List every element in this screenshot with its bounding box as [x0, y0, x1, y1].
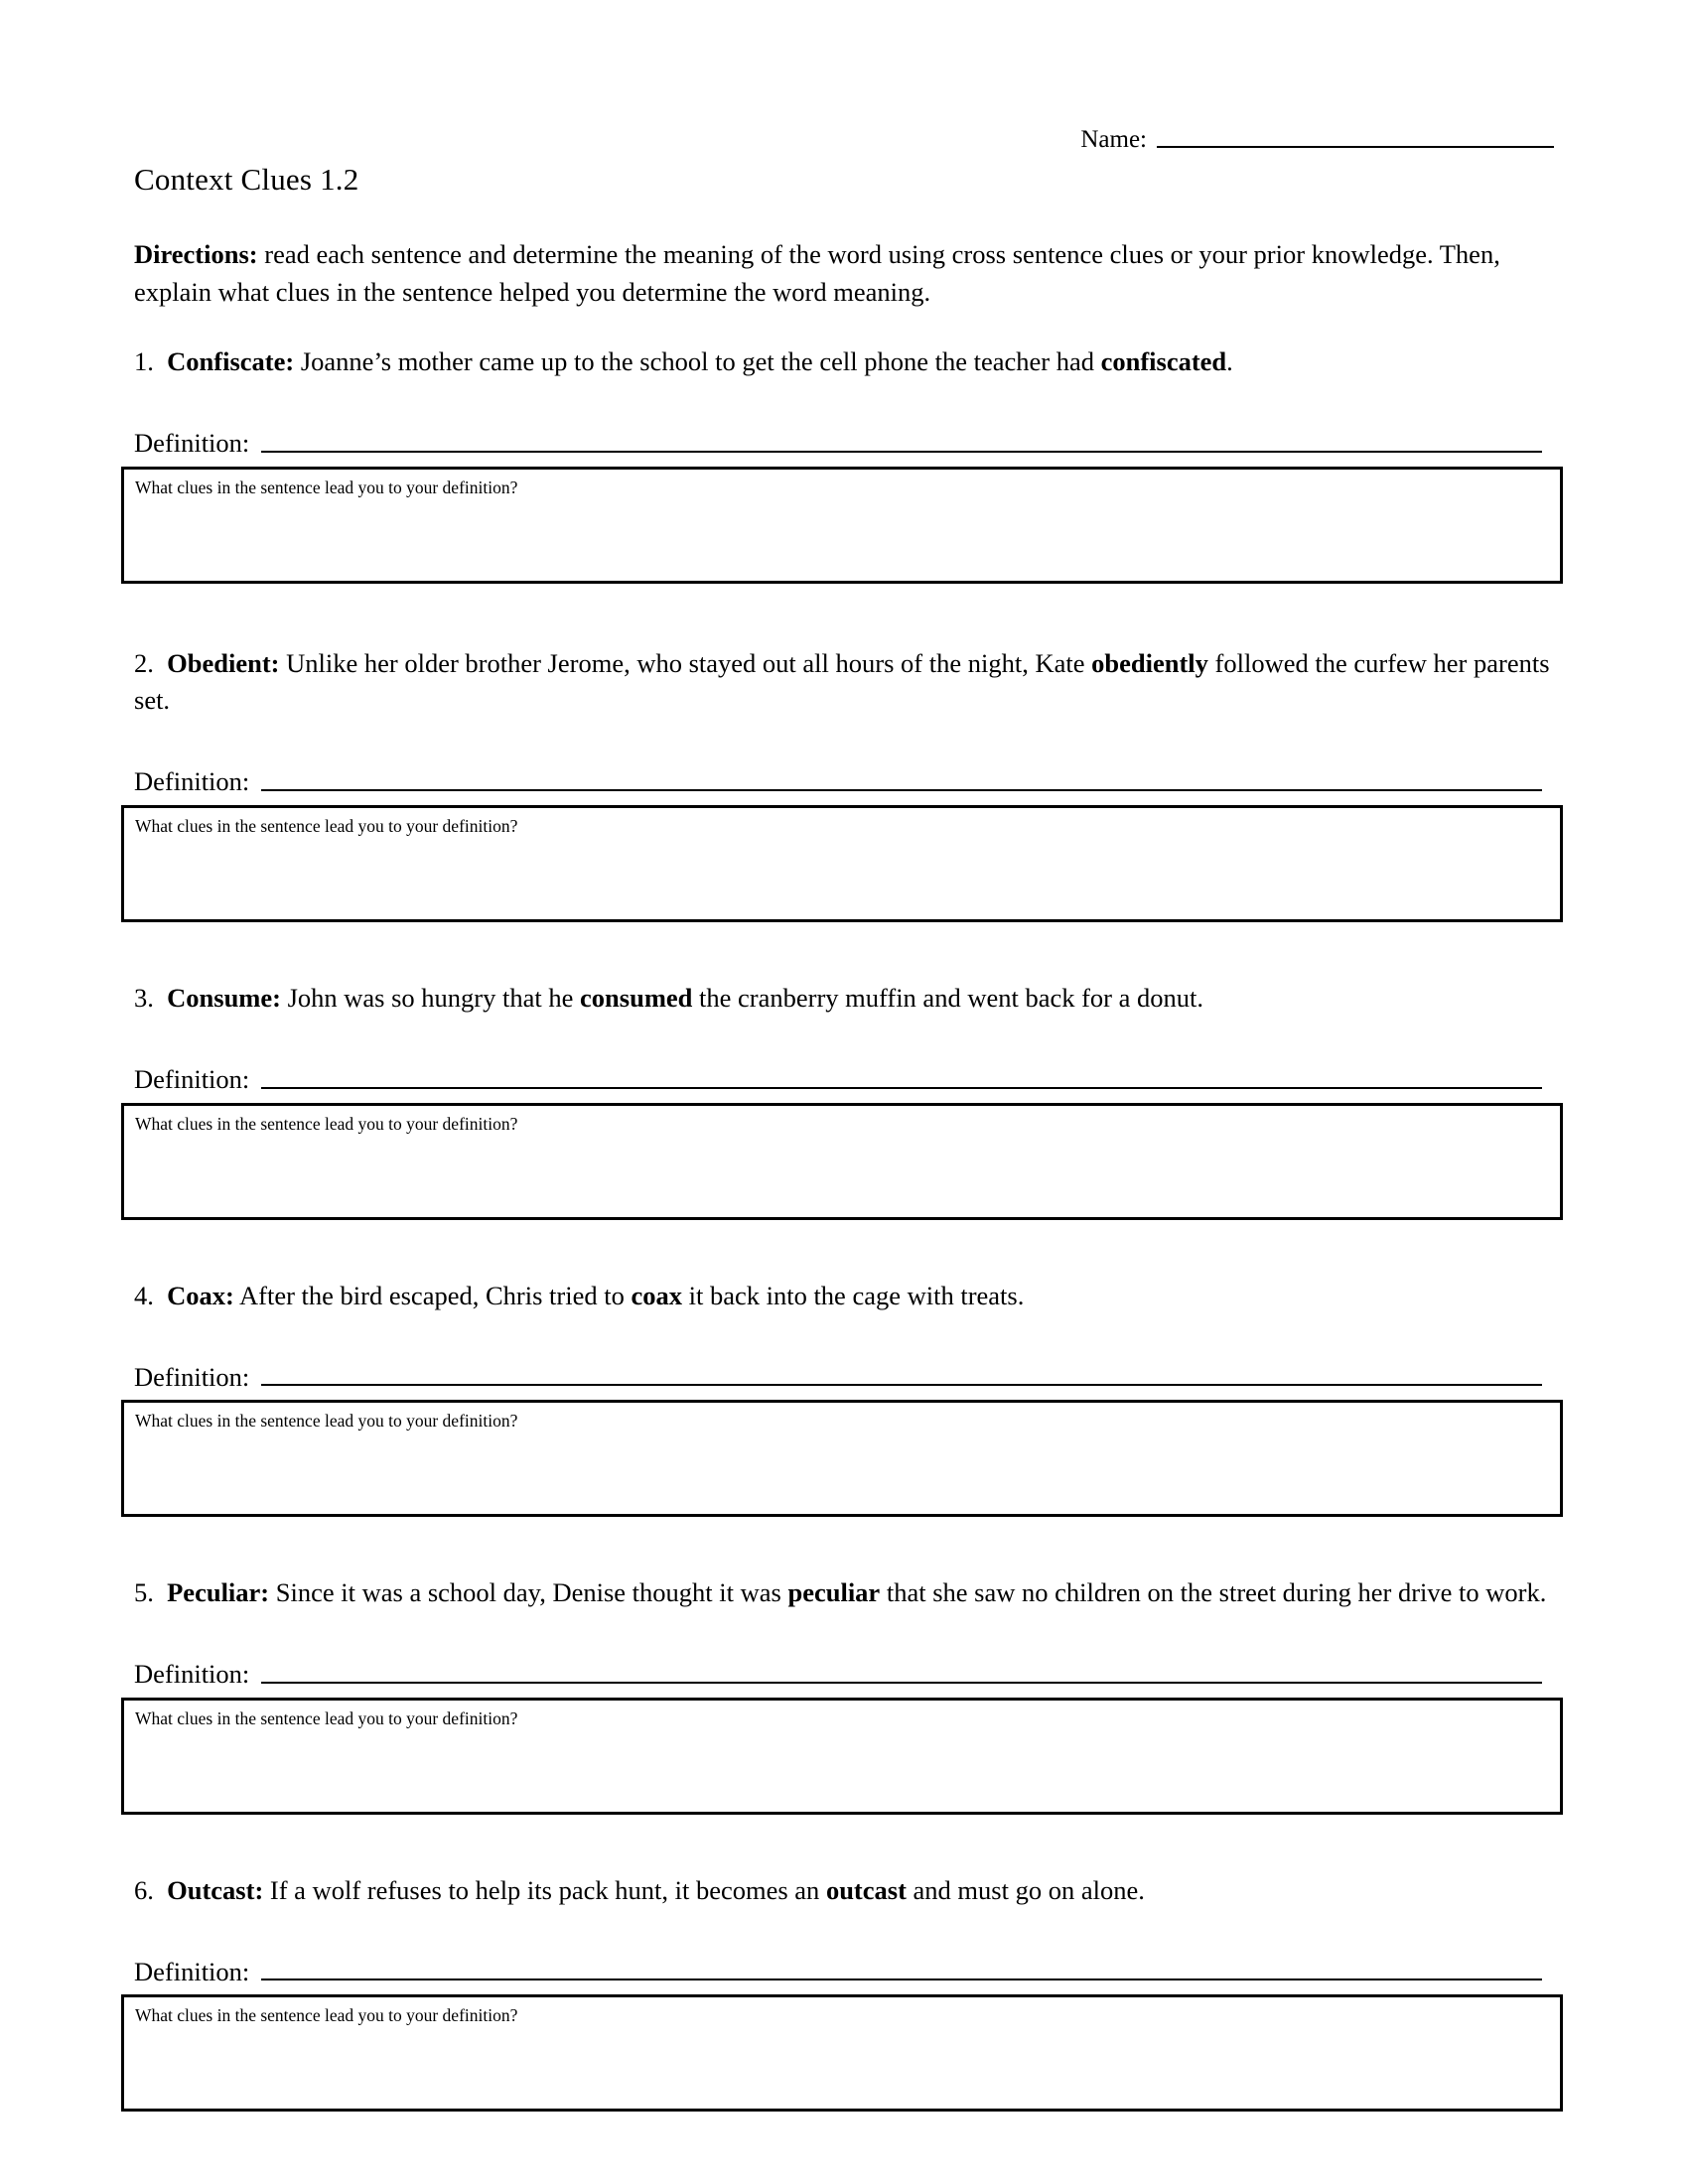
sentence-after: that she saw no children on the street during her drive to work. — [880, 1577, 1547, 1608]
question-sentence — [0, 1574, 1688, 1612]
clue-answer-box[interactable] — [121, 1994, 1563, 2112]
question-number: 3. — [134, 982, 154, 1013]
sentence-after: and must go on alone. — [906, 1874, 1145, 1905]
target-word: coax — [631, 1280, 682, 1310]
sentence-after: followed the curfew her parents set. — [134, 647, 1550, 716]
question-item-2 — [0, 645, 1688, 922]
page-title: Context Clues 1.2 — [134, 162, 359, 197]
clue-prompt-label: What clues in the sentence lead you to your definition? — [135, 1411, 518, 1432]
question-number: 5. — [134, 1577, 154, 1608]
vocabulary-word: Outcast: — [167, 1874, 264, 1905]
name-field-group — [1080, 127, 1554, 152]
definition-label: Definition: — [134, 1064, 250, 1094]
sentence-before: John was so hungry that he — [280, 982, 581, 1013]
vocabulary-word: Obedient: — [167, 647, 280, 678]
question-sentence — [0, 1872, 1688, 1910]
item-spacer — [0, 922, 1688, 980]
sentence-before: Joanne’s mother came up to the school to get the cell phone the teacher had — [294, 346, 1101, 376]
definition-label: Definition: — [134, 1361, 250, 1392]
item-spacer — [0, 584, 1688, 645]
name-label: Name: — [1080, 126, 1147, 153]
clue-answer-box[interactable] — [121, 1698, 1563, 1815]
question-item-6 — [0, 1872, 1688, 2113]
sentence-before: If a wolf refuses to help its pack hunt, it becomes an — [263, 1874, 826, 1905]
target-word: consumed — [580, 982, 693, 1013]
definition-answer-line[interactable] — [261, 1383, 1542, 1386]
target-word: confiscated — [1100, 346, 1227, 376]
clue-answer-box[interactable] — [121, 1103, 1563, 1220]
question-number: 4. — [134, 1280, 154, 1310]
definition-row — [134, 1314, 1554, 1390]
question-number: 1. — [134, 346, 154, 376]
definition-row — [134, 720, 1554, 795]
vocabulary-word: Confiscate: — [167, 346, 295, 376]
vocabulary-word: Coax: — [167, 1280, 234, 1310]
item-spacer — [0, 1517, 1688, 1574]
clue-answer-box[interactable] — [121, 805, 1563, 922]
question-sentence — [0, 343, 1688, 381]
question-item-3 — [0, 980, 1688, 1220]
definition-answer-line[interactable] — [261, 450, 1542, 453]
clue-prompt-label: What clues in the sentence lead you to your definition? — [135, 477, 518, 497]
clue-answer-box[interactable] — [121, 1400, 1563, 1517]
definition-label: Definition: — [134, 1956, 250, 1986]
directions-text: read each sentence and determine the meaning of the word using cross sentence clues or your prior knowledge. Then, explain what clues in the sentence helped you determine the word meaning. — [134, 239, 1500, 307]
clue-prompt-label: What clues in the sentence lead you to your definition? — [135, 815, 518, 836]
target-word: peculiar — [787, 1577, 881, 1608]
definition-answer-line[interactable] — [261, 1681, 1542, 1684]
question-sentence — [0, 980, 1688, 1018]
definition-answer-line[interactable] — [261, 788, 1542, 791]
definition-label: Definition: — [134, 1659, 250, 1690]
vocabulary-word: Consume: — [167, 982, 281, 1013]
vocabulary-word: Peculiar: — [167, 1577, 270, 1608]
directions-label: Directions: — [134, 239, 258, 269]
question-sentence — [0, 1278, 1688, 1315]
target-word: outcast — [825, 1874, 907, 1905]
definition-row — [134, 1018, 1554, 1093]
sentence-before: Unlike her older brother Jerome, who stayed out all hours of the night, Kate — [279, 647, 1092, 678]
clue-answer-box[interactable] — [121, 467, 1563, 584]
target-word: obediently — [1091, 647, 1208, 678]
clue-prompt-label: What clues in the sentence lead you to your definition? — [135, 2005, 518, 2026]
question-item-5 — [0, 1574, 1688, 1815]
definition-row — [134, 1612, 1554, 1688]
sentence-after: . — [1226, 346, 1233, 376]
directions-paragraph — [134, 236, 1549, 311]
item-spacer — [0, 1815, 1688, 1872]
definition-row — [134, 1909, 1554, 1984]
sentence-before: Since it was a school day, Denise thought it was — [269, 1577, 788, 1608]
definition-answer-line[interactable] — [261, 1086, 1542, 1089]
item-spacer — [0, 1220, 1688, 1278]
name-input-line[interactable] — [1157, 145, 1554, 148]
definition-row — [134, 381, 1554, 457]
sentence-before: After the bird escaped, Chris tried to — [233, 1280, 632, 1310]
question-item-4 — [0, 1278, 1688, 1518]
page-header — [0, 0, 1688, 228]
clue-prompt-label: What clues in the sentence lead you to your definition? — [135, 1707, 518, 1728]
sentence-after: the cranberry muffin and went back for a donut. — [692, 982, 1204, 1013]
question-list — [0, 343, 1688, 2112]
definition-label: Definition: — [134, 428, 250, 459]
definition-answer-line[interactable] — [261, 1978, 1542, 1980]
question-number: 2. — [134, 647, 154, 678]
definition-label: Definition: — [134, 766, 250, 797]
question-sentence — [0, 645, 1688, 720]
question-number: 6. — [134, 1874, 154, 1905]
clue-prompt-label: What clues in the sentence lead you to your definition? — [135, 1113, 518, 1134]
question-item-1 — [0, 343, 1688, 584]
sentence-after: it back into the cage with treats. — [681, 1280, 1025, 1310]
